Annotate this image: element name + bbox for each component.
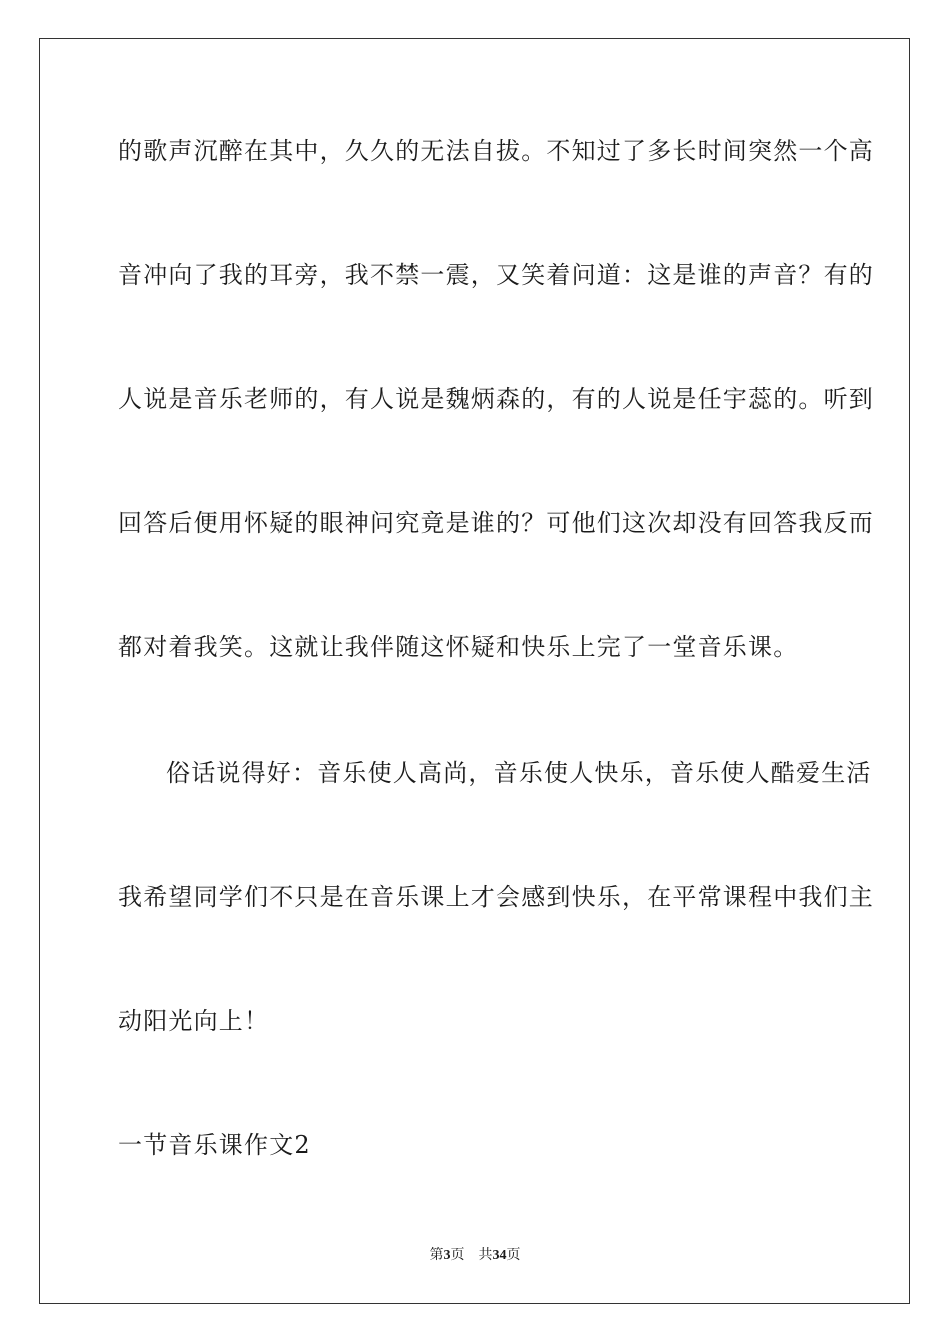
footer-page-number: 3 [443, 1248, 451, 1263]
body-line-7: 我希望同学们不只是在音乐课上才会感到快乐，在平常课程中我们主 [118, 883, 874, 911]
footer-page-suffix: 页 [450, 1248, 465, 1263]
body-line-4: 回答后便用怀疑的眼神问究竟是谁的？可他们这次却没有回答我反而 [118, 509, 874, 537]
section-heading: 一节音乐课作文2 [118, 1131, 311, 1159]
body-line-8: 动阳光向上！ [118, 1007, 270, 1035]
page-border [39, 38, 910, 1304]
body-line-1: 的歌声沉醉在其中，久久的无法自拔。不知过了多长时间突然一个高 [118, 137, 874, 165]
footer-total-pages: 34 [492, 1248, 507, 1263]
footer-page-prefix: 第 [429, 1248, 444, 1263]
footer-total-suffix: 页 [506, 1248, 521, 1263]
footer-total-prefix: 共 [478, 1248, 493, 1263]
paragraph-start-line: 俗话说得好：音乐使人高尚，音乐使人快乐，音乐使人酷爱生活 [166, 759, 872, 787]
body-line-3: 人说是音乐老师的，有人说是魏炳森的，有的人说是任宇蕊的。听到 [118, 385, 874, 413]
body-line-5: 都对着我笑。这就让我伴随这怀疑和快乐上完了一堂音乐课。 [118, 633, 799, 661]
body-line-2: 音冲向了我的耳旁，我不禁一震，又笑着问道：这是谁的声音？有的 [118, 261, 874, 289]
page-footer [0, 1247, 950, 1265]
